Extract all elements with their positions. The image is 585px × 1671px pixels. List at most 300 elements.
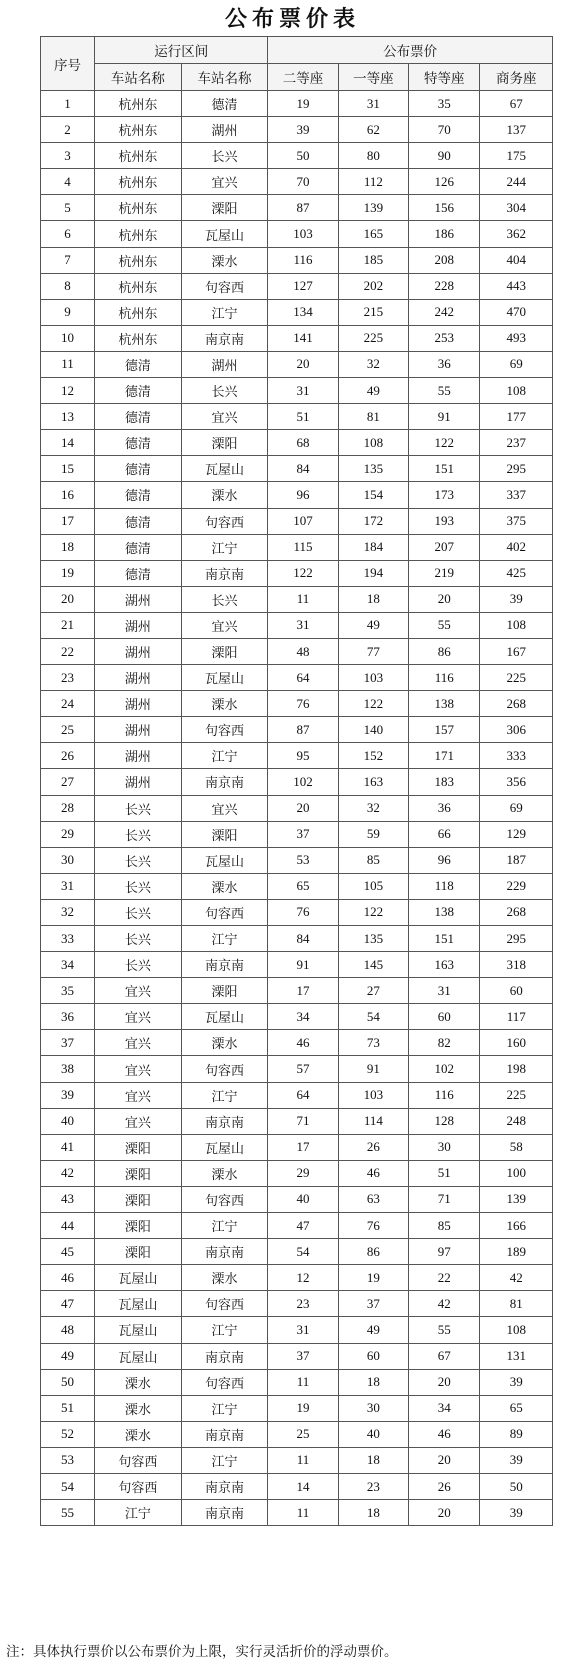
second-class-price: 102 [268, 769, 338, 795]
business-class-price: 295 [480, 926, 553, 952]
second-class-price: 71 [268, 1108, 338, 1134]
seq-cell: 41 [41, 1134, 95, 1160]
from-station-cell: 杭州东 [95, 299, 182, 325]
first-class-price: 27 [338, 978, 408, 1004]
second-class-price: 87 [268, 717, 338, 743]
from-station-cell: 宜兴 [95, 1004, 182, 1030]
from-station-cell: 长兴 [95, 952, 182, 978]
from-station-cell: 瓦屋山 [95, 1343, 182, 1369]
second-class-price: 25 [268, 1421, 338, 1447]
to-station-cell: 句容西 [181, 1186, 268, 1212]
from-station-cell: 溧阳 [95, 1213, 182, 1239]
page-title: 公布票价表 [224, 6, 360, 32]
from-station-cell: 德清 [95, 508, 182, 534]
business-class-price: 50 [480, 1473, 553, 1499]
first-class-price: 26 [338, 1134, 408, 1160]
premium-class-price: 183 [409, 769, 480, 795]
premium-class-price: 30 [409, 1134, 480, 1160]
from-station-cell: 宜兴 [95, 1082, 182, 1108]
business-class-price: 225 [480, 1082, 553, 1108]
seq-cell: 21 [41, 612, 95, 638]
premium-class-price: 42 [409, 1291, 480, 1317]
premium-class-price: 156 [409, 195, 480, 221]
premium-class-price: 35 [409, 91, 480, 117]
seq-cell: 19 [41, 560, 95, 586]
table-row [41, 1421, 553, 1447]
business-class-price: 177 [480, 404, 553, 430]
business-class-price: 362 [480, 221, 553, 247]
business-class-price: 268 [480, 899, 553, 925]
first-class-price: 23 [338, 1473, 408, 1499]
premium-class-price: 60 [409, 1004, 480, 1030]
first-class-price: 103 [338, 1082, 408, 1108]
premium-class-price: 97 [409, 1239, 480, 1265]
to-station-cell: 溧阳 [181, 638, 268, 664]
header-price-group: 公布票价 [268, 37, 553, 64]
first-class-price: 135 [338, 926, 408, 952]
seq-cell: 22 [41, 638, 95, 664]
fare-table [40, 36, 553, 1526]
from-station-cell: 长兴 [95, 873, 182, 899]
second-class-price: 19 [268, 1395, 338, 1421]
second-class-price: 84 [268, 456, 338, 482]
premium-class-price: 138 [409, 899, 480, 925]
second-class-price: 46 [268, 1030, 338, 1056]
second-class-price: 47 [268, 1213, 338, 1239]
first-class-price: 145 [338, 952, 408, 978]
seq-cell: 50 [41, 1369, 95, 1395]
to-station-cell: 江宁 [181, 1213, 268, 1239]
seq-cell: 16 [41, 482, 95, 508]
premium-class-price: 20 [409, 1369, 480, 1395]
seq-cell: 45 [41, 1239, 95, 1265]
premium-class-price: 157 [409, 717, 480, 743]
from-station-cell: 杭州东 [95, 273, 182, 299]
to-station-cell: 瓦屋山 [181, 1004, 268, 1030]
from-station-cell: 长兴 [95, 899, 182, 925]
from-station-cell: 溧阳 [95, 1239, 182, 1265]
first-class-price: 108 [338, 430, 408, 456]
table-row [41, 1395, 553, 1421]
premium-class-price: 242 [409, 299, 480, 325]
to-station-cell: 溧水 [181, 482, 268, 508]
second-class-price: 31 [268, 1317, 338, 1343]
table-row [41, 926, 553, 952]
premium-class-price: 36 [409, 795, 480, 821]
business-class-price: 333 [480, 743, 553, 769]
to-station-cell: 溧水 [181, 691, 268, 717]
premium-class-price: 151 [409, 456, 480, 482]
header-to-station: 车站名称 [181, 64, 268, 91]
business-class-price: 166 [480, 1213, 553, 1239]
to-station-cell: 句容西 [181, 1291, 268, 1317]
business-class-price: 229 [480, 873, 553, 899]
to-station-cell: 宜兴 [181, 612, 268, 638]
to-station-cell: 瓦屋山 [181, 1134, 268, 1160]
seq-cell: 35 [41, 978, 95, 1004]
from-station-cell: 湖州 [95, 612, 182, 638]
first-class-price: 154 [338, 482, 408, 508]
from-station-cell: 句容西 [95, 1447, 182, 1473]
from-station-cell: 德清 [95, 482, 182, 508]
seq-cell: 54 [41, 1473, 95, 1499]
premium-class-price: 207 [409, 534, 480, 560]
second-class-price: 20 [268, 351, 338, 377]
to-station-cell: 溧阳 [181, 978, 268, 1004]
from-station-cell: 德清 [95, 404, 182, 430]
seq-cell: 8 [41, 273, 95, 299]
first-class-price: 63 [338, 1186, 408, 1212]
table-row [41, 560, 553, 586]
business-class-price: 39 [480, 1447, 553, 1473]
first-class-price: 30 [338, 1395, 408, 1421]
business-class-price: 129 [480, 821, 553, 847]
second-class-price: 40 [268, 1186, 338, 1212]
seq-cell: 2 [41, 117, 95, 143]
from-station-cell: 湖州 [95, 691, 182, 717]
second-class-price: 116 [268, 247, 338, 273]
from-station-cell: 德清 [95, 351, 182, 377]
table-row [41, 1369, 553, 1395]
business-class-price: 108 [480, 612, 553, 638]
second-class-price: 11 [268, 1500, 338, 1526]
business-class-price: 65 [480, 1395, 553, 1421]
second-class-price: 17 [268, 1134, 338, 1160]
table-row [41, 795, 553, 821]
second-class-price: 53 [268, 847, 338, 873]
first-class-price: 46 [338, 1160, 408, 1186]
business-class-price: 139 [480, 1186, 553, 1212]
second-class-price: 96 [268, 482, 338, 508]
premium-class-price: 34 [409, 1395, 480, 1421]
second-class-price: 23 [268, 1291, 338, 1317]
business-class-price: 42 [480, 1265, 553, 1291]
table-row [41, 1134, 553, 1160]
to-station-cell: 溧水 [181, 1265, 268, 1291]
table-row [41, 1108, 553, 1134]
from-station-cell: 瓦屋山 [95, 1291, 182, 1317]
to-station-cell: 江宁 [181, 1447, 268, 1473]
business-class-price: 295 [480, 456, 553, 482]
seq-cell: 34 [41, 952, 95, 978]
seq-cell: 10 [41, 325, 95, 351]
table-row [41, 169, 553, 195]
table-row [41, 769, 553, 795]
seq-cell: 32 [41, 899, 95, 925]
seq-cell: 48 [41, 1317, 95, 1343]
to-station-cell: 宜兴 [181, 169, 268, 195]
from-station-cell: 长兴 [95, 821, 182, 847]
seq-cell: 43 [41, 1186, 95, 1212]
seq-cell: 44 [41, 1213, 95, 1239]
from-station-cell: 瓦屋山 [95, 1317, 182, 1343]
second-class-price: 20 [268, 795, 338, 821]
seq-cell: 9 [41, 299, 95, 325]
business-class-price: 304 [480, 195, 553, 221]
first-class-price: 60 [338, 1343, 408, 1369]
table-row [41, 638, 553, 664]
second-class-price: 57 [268, 1056, 338, 1082]
table-row [41, 1291, 553, 1317]
table-row [41, 847, 553, 873]
business-class-price: 131 [480, 1343, 553, 1369]
premium-class-price: 20 [409, 586, 480, 612]
table-row [41, 1500, 553, 1526]
table-row [41, 482, 553, 508]
premium-class-price: 122 [409, 430, 480, 456]
seq-cell: 47 [41, 1291, 95, 1317]
to-station-cell: 湖州 [181, 351, 268, 377]
second-class-price: 37 [268, 821, 338, 847]
seq-cell: 36 [41, 1004, 95, 1030]
business-class-price: 108 [480, 378, 553, 404]
from-station-cell: 德清 [95, 456, 182, 482]
business-class-price: 189 [480, 1239, 553, 1265]
first-class-price: 165 [338, 221, 408, 247]
second-class-price: 37 [268, 1343, 338, 1369]
first-class-price: 18 [338, 1369, 408, 1395]
header-premium-class: 特等座 [409, 64, 480, 91]
table-row [41, 978, 553, 1004]
business-class-price: 268 [480, 691, 553, 717]
first-class-price: 18 [338, 1447, 408, 1473]
second-class-price: 11 [268, 1447, 338, 1473]
second-class-price: 84 [268, 926, 338, 952]
seq-cell: 24 [41, 691, 95, 717]
to-station-cell: 溧阳 [181, 821, 268, 847]
first-class-price: 172 [338, 508, 408, 534]
second-class-price: 50 [268, 143, 338, 169]
first-class-price: 31 [338, 91, 408, 117]
second-class-price: 11 [268, 586, 338, 612]
to-station-cell: 瓦屋山 [181, 665, 268, 691]
first-class-price: 194 [338, 560, 408, 586]
business-class-price: 81 [480, 1291, 553, 1317]
first-class-price: 163 [338, 769, 408, 795]
to-station-cell: 南京南 [181, 560, 268, 586]
business-class-price: 187 [480, 847, 553, 873]
second-class-price: 17 [268, 978, 338, 1004]
table-row [41, 1030, 553, 1056]
table-row [41, 430, 553, 456]
from-station-cell: 长兴 [95, 926, 182, 952]
from-station-cell: 湖州 [95, 743, 182, 769]
table-row [41, 1343, 553, 1369]
from-station-cell: 长兴 [95, 847, 182, 873]
table-row [41, 743, 553, 769]
to-station-cell: 南京南 [181, 769, 268, 795]
business-class-price: 89 [480, 1421, 553, 1447]
premium-class-price: 66 [409, 821, 480, 847]
premium-class-price: 55 [409, 1317, 480, 1343]
first-class-price: 139 [338, 195, 408, 221]
first-class-price: 40 [338, 1421, 408, 1447]
second-class-price: 54 [268, 1239, 338, 1265]
first-class-price: 18 [338, 586, 408, 612]
second-class-price: 107 [268, 508, 338, 534]
first-class-price: 103 [338, 665, 408, 691]
premium-class-price: 151 [409, 926, 480, 952]
second-class-price: 34 [268, 1004, 338, 1030]
business-class-price: 493 [480, 325, 553, 351]
second-class-price: 115 [268, 534, 338, 560]
seq-cell: 4 [41, 169, 95, 195]
second-class-price: 87 [268, 195, 338, 221]
table-row [41, 821, 553, 847]
seq-cell: 25 [41, 717, 95, 743]
business-class-price: 244 [480, 169, 553, 195]
premium-class-price: 102 [409, 1056, 480, 1082]
seq-cell: 26 [41, 743, 95, 769]
premium-class-price: 51 [409, 1160, 480, 1186]
from-station-cell: 溧阳 [95, 1134, 182, 1160]
premium-class-price: 90 [409, 143, 480, 169]
table-header [41, 37, 553, 91]
seq-cell: 6 [41, 221, 95, 247]
business-class-price: 39 [480, 586, 553, 612]
first-class-price: 202 [338, 273, 408, 299]
premium-class-price: 22 [409, 1265, 480, 1291]
table-row [41, 1447, 553, 1473]
from-station-cell: 湖州 [95, 717, 182, 743]
seq-cell: 17 [41, 508, 95, 534]
first-class-price: 81 [338, 404, 408, 430]
seq-cell: 13 [41, 404, 95, 430]
from-station-cell: 宜兴 [95, 1056, 182, 1082]
business-class-price: 225 [480, 665, 553, 691]
to-station-cell: 江宁 [181, 299, 268, 325]
premium-class-price: 26 [409, 1473, 480, 1499]
first-class-price: 122 [338, 691, 408, 717]
to-station-cell: 南京南 [181, 1473, 268, 1499]
seq-cell: 46 [41, 1265, 95, 1291]
header-section: 运行区间 [95, 37, 268, 64]
to-station-cell: 句容西 [181, 1369, 268, 1395]
business-class-price: 69 [480, 795, 553, 821]
business-class-price: 117 [480, 1004, 553, 1030]
from-station-cell: 德清 [95, 534, 182, 560]
second-class-price: 31 [268, 612, 338, 638]
premium-class-price: 85 [409, 1213, 480, 1239]
first-class-price: 62 [338, 117, 408, 143]
second-class-price: 12 [268, 1265, 338, 1291]
seq-cell: 20 [41, 586, 95, 612]
from-station-cell: 宜兴 [95, 1108, 182, 1134]
first-class-price: 19 [338, 1265, 408, 1291]
to-station-cell: 南京南 [181, 1239, 268, 1265]
to-station-cell: 南京南 [181, 1421, 268, 1447]
seq-cell: 3 [41, 143, 95, 169]
table-row [41, 899, 553, 925]
premium-class-price: 116 [409, 1082, 480, 1108]
to-station-cell: 长兴 [181, 586, 268, 612]
first-class-price: 37 [338, 1291, 408, 1317]
first-class-price: 140 [338, 717, 408, 743]
seq-cell: 18 [41, 534, 95, 560]
table-row [41, 117, 553, 143]
from-station-cell: 湖州 [95, 665, 182, 691]
business-class-price: 160 [480, 1030, 553, 1056]
to-station-cell: 南京南 [181, 325, 268, 351]
from-station-cell: 杭州东 [95, 195, 182, 221]
table-row [41, 1004, 553, 1030]
from-station-cell: 德清 [95, 560, 182, 586]
table-row [41, 247, 553, 273]
first-class-price: 76 [338, 1213, 408, 1239]
business-class-price: 248 [480, 1108, 553, 1134]
seq-cell: 23 [41, 665, 95, 691]
second-class-price: 51 [268, 404, 338, 430]
from-station-cell: 长兴 [95, 795, 182, 821]
table-row [41, 534, 553, 560]
premium-class-price: 128 [409, 1108, 480, 1134]
table-row [41, 325, 553, 351]
premium-class-price: 138 [409, 691, 480, 717]
from-station-cell: 溧阳 [95, 1186, 182, 1212]
premium-class-price: 219 [409, 560, 480, 586]
table-row [41, 91, 553, 117]
table-row [41, 221, 553, 247]
business-class-price: 425 [480, 560, 553, 586]
seq-cell: 7 [41, 247, 95, 273]
header-business-class: 商务座 [480, 64, 553, 91]
premium-class-price: 36 [409, 351, 480, 377]
premium-class-price: 171 [409, 743, 480, 769]
to-station-cell: 瓦屋山 [181, 221, 268, 247]
header-second-class: 二等座 [268, 64, 338, 91]
to-station-cell: 长兴 [181, 143, 268, 169]
from-station-cell: 句容西 [95, 1473, 182, 1499]
to-station-cell: 句容西 [181, 899, 268, 925]
premium-class-price: 118 [409, 873, 480, 899]
second-class-price: 31 [268, 378, 338, 404]
table-row [41, 1317, 553, 1343]
seq-cell: 53 [41, 1447, 95, 1473]
business-class-price: 470 [480, 299, 553, 325]
business-class-price: 108 [480, 1317, 553, 1343]
from-station-cell: 溧水 [95, 1395, 182, 1421]
business-class-price: 58 [480, 1134, 553, 1160]
premium-class-price: 208 [409, 247, 480, 273]
first-class-price: 77 [338, 638, 408, 664]
table-row [41, 1473, 553, 1499]
premium-class-price: 55 [409, 612, 480, 638]
from-station-cell: 德清 [95, 430, 182, 456]
second-class-price: 103 [268, 221, 338, 247]
from-station-cell: 湖州 [95, 769, 182, 795]
premium-class-price: 253 [409, 325, 480, 351]
business-class-price: 39 [480, 1369, 553, 1395]
to-station-cell: 句容西 [181, 717, 268, 743]
to-station-cell: 句容西 [181, 273, 268, 299]
seq-cell: 55 [41, 1500, 95, 1526]
second-class-price: 68 [268, 430, 338, 456]
to-station-cell: 南京南 [181, 1108, 268, 1134]
table-row [41, 456, 553, 482]
seq-cell: 30 [41, 847, 95, 873]
seq-cell: 52 [41, 1421, 95, 1447]
first-class-price: 32 [338, 795, 408, 821]
seq-cell: 12 [41, 378, 95, 404]
table-row [41, 1213, 553, 1239]
footnote: 注：具体执行票价以公布票价为上限，实行灵活折价的浮动票价。 [6, 1644, 398, 1660]
to-station-cell: 江宁 [181, 1082, 268, 1108]
seq-cell: 40 [41, 1108, 95, 1134]
to-station-cell: 江宁 [181, 534, 268, 560]
table-row [41, 1186, 553, 1212]
first-class-price: 185 [338, 247, 408, 273]
table-row [41, 1160, 553, 1186]
